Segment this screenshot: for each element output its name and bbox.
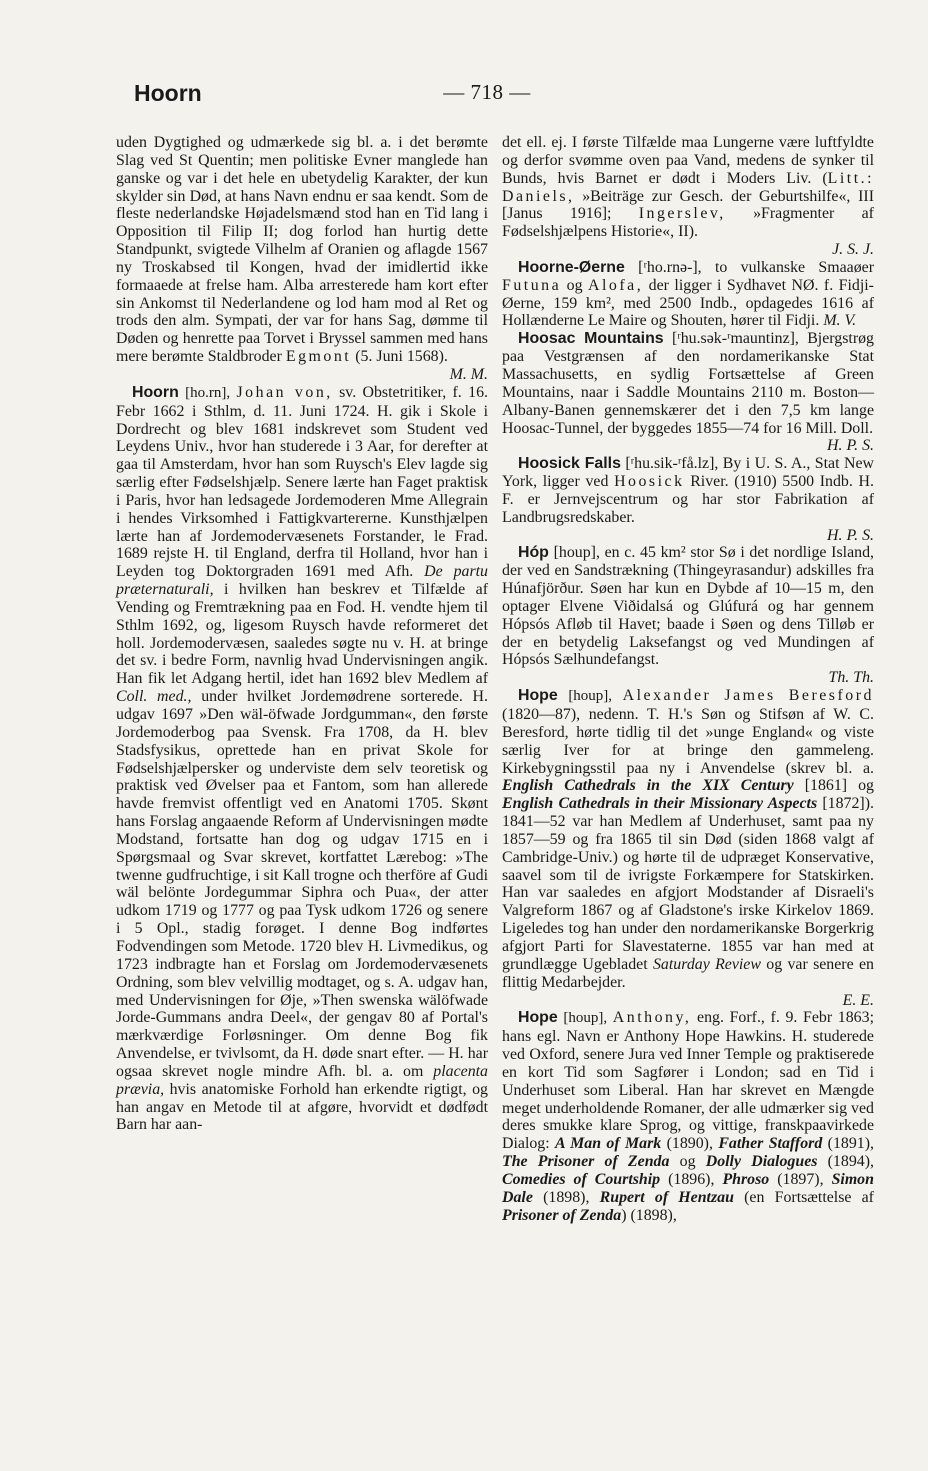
author-signature: J. S. J. xyxy=(832,241,874,259)
work-title: A Man of Mark xyxy=(555,1135,662,1153)
work-title: De partu præternaturali, xyxy=(116,563,488,599)
entry-headword: Hoorne-Øerne xyxy=(518,258,625,276)
work-title: Dolly Dialogues xyxy=(705,1153,818,1171)
work-title: Father Stafford xyxy=(718,1135,823,1153)
pronunciation: [ho.rn], xyxy=(185,384,231,401)
person-name: Egmont xyxy=(285,348,352,366)
work-title: Rupert of Hentzau xyxy=(599,1188,734,1206)
entry-headword: Hope xyxy=(518,1009,558,1027)
place-name: Futuna xyxy=(502,276,562,294)
work-title: placenta prævia, xyxy=(116,1062,488,1098)
work-title: Prisoner of Zenda xyxy=(502,1206,622,1224)
entry-hope-anthony: Hope [houp], Anthony, eng. Forf., f. 9. Febr 1863; hans egl. Navn er Anthony Hope Hawkins. H. studerede ved Oxford, senere Jura ved Inner Temple og praktiserede en kort Tid som Sagfører i London; sad en Tid i Underhuset som Liberal. Han har skrevet en Mængde meget underholdende Romaner, der alle udmærker sig ved deres smukke klare Sprog, og vittige, franskpaavirkede Dialog: A Man of Mark (1890), Father Stafford (1891), The Prisoner of Zenda og Dolly Dialogues (1894), Comedies of Courtship (1896), Phroso (1897), Simon Dale (1898), Rupert of Hentzau (en Fortsættelse af Prisoner of Zenda) (1898), xyxy=(502,1009,874,1224)
work-title: Phroso xyxy=(722,1170,770,1188)
right-column xyxy=(502,134,874,1224)
entry-headword: Hóp xyxy=(518,544,549,562)
work-title: Saturday Review xyxy=(652,955,761,973)
entry-hoorne-oerne: Hoorne-Øerne [ʳho.rnə-], to vulkanske Smaaøer Futuna og Alofa, der ligger i Sydhavet NØ. f. Fidji-Øerne, 159 km², med 2500 Indb., opdagedes 1616 af Hollænderne Le Maire og Shouten, hører til Fidji. M. V. xyxy=(502,258,874,330)
work-title: Simon Dale xyxy=(502,1170,874,1206)
entry-hoosick-falls: Hoosick Falls [ʳhu.sik-ʳfå.lz], By i U. S. A., Stat New York, ligger ved Hoosick River. (1910) 5500 Indb. H. F. er Jernvejscentrum og har stor Fabrikation af Landbrugsredskaber. xyxy=(502,455,874,526)
pronunciation: [houp], xyxy=(568,688,613,705)
author-signature: M. V. xyxy=(823,312,857,330)
running-head-word: Hoorn xyxy=(134,80,202,106)
work-title: English Cathedrals in the XIX Century xyxy=(502,777,794,795)
entry-hoosac-mountains: Hoosac Mountains [ʳhu.sək-ʳmauntinz], Bjergstrøg paa Vestgrænsen af den nordamerikanske Stat Massachusetts, en sydlig Fortsættelse af Green Mountains, naar i Saddle Mountains 2110 m. Boston—Albany-Banen gennemskærer det i den 7,5 km lange Hoosac-Tunnel, der byggedes 1855—74 for 16 Mill. Doll. xyxy=(502,330,875,437)
entry-hop: Hóp [houp], en c. 45 km² stor Sø i det nordlige Island, der ved en Sandstrækning (Thingeyrasandur) adskilles fra Húnafjörður. Søen har kun en Dybde af 10—15 m, den optager Elvene Viðidalsá og Glúfurá og har gennem Hópsós Afløb til Havet; baade i Søen og dens Tilløb er der en betydelig Laksefangst og ved Mundingen af Hópsós Sælhundefangst. xyxy=(502,544,874,669)
entry-headword: Hoosick Falls xyxy=(518,455,621,473)
place-name: Hoosick xyxy=(614,473,685,491)
place-name: Alofa, xyxy=(588,276,644,294)
entry-headword: Hope xyxy=(518,687,558,705)
work-title: Comedies of Courtship xyxy=(502,1170,661,1188)
author-signature: H. P. S. xyxy=(827,437,874,455)
person-name: Johan von, xyxy=(236,383,333,401)
entry-continuation: uden Dygtighed og udmærkede sig bl. a. i det berømte Slag ved St Quentin; men politiske Evner manglede han ganske og var i det hele en ubetydelig Karakter, der kun skylder sin Død, at hans Navn endnu er saa kendt. Som de fleste nederlandske Højadelsmænd stod han en Tid lang i Opposition til Filip II; dog forlod han hurtig dette Standpunkt, svigtede Vilhelm af Oranien og aflagde 1567 ny Troskabsed til Kongen, hvad der imidlertid ikke formaaede at frelse ham. Alba arresterede ham kort efter sin Ankomst til Nederlandene og lod ham mod al Ret og trods den alm. Sympati, der var for hans Sag, dømme til Døden og henrette paa Torvet i Bryssel sammen med hans mere berømte Staldbroder Egmont (5. Juni 1568). xyxy=(116,134,488,366)
person-name: Alexander James Beresford xyxy=(622,687,874,705)
entry-headword: Hoosac Mountains xyxy=(518,330,664,348)
author-signature: Th. Th. xyxy=(828,669,874,687)
author-signature: M. M. xyxy=(449,365,488,383)
pronunciation: [houp], xyxy=(563,1010,608,1027)
author-signature: E. E. xyxy=(842,991,874,1009)
entry-hoorn-johan: Hoorn [ho.rn], Johan von, sv. Obstetritiker, f. 16. Febr 1662 i Sthlm, d. 11. Juni 1724. H. gik i Skole i Dordrecht og blev 1681 indskrevet som Student ved Leydens Univ., hvor han studerede i 3 Aar, for derefter at gaa til Amsterdam, hvor han som Ruysch's Elev lagde sig særlig efter Fødselshjælp. Senere lærte han Faget praktisk i Paris, hvor han ledsagede Jordemoderen Mme Allegrain i hendes Virksomhed i Fattigkvartererne. Kunsthjælpen lærte han af Jordemodervæsenets Forstander, le Frad. 1689 rejste H. til England, derfra til Holland, hvor han i Leyden tog Doktorgraden 1691 med Afh. De partu præternaturali, i hvilken han beskrev et Tilfælde af Vending og Fremtrækning paa en Fod. H. vendte hjem til Sthlm 1692, og, ligesom Ruysch havde reformeret det holl. Jordemodervæsen, saaledes søgte nu v. H. at bringe det sv. i bedre Form, navnlig hvad Undervisningen angik. Han fik let Adgang hertil, idet han 1692 blev Medlem af Coll. med., under hvilket Jordemødrene sorterede. H. udgav 1697 »Den wäl-öfwade Jordgumman«, den første Jordemoderbog paa Svensk. Fra 1708, da H. blev Stadsfysikus, oprettede han en privat Skole for Fødselshjælpersker og underviste dem selv teoretisk og praktisk ved Øvelser paa et Fantom, som han allerede havde fremvist offentligt ved en Anatomi 1705. Skønt hans Forslag angaaende Reform af Undervisningen mødte Modstand, fortsatte han dog og udgav 1715 en i Spørgsmaal og Svar skrevet, kortfattet Lærebog: »The twenne gudfruchtige, i sit Kall trogne och therföre af Gudi wäl belönte Jordegummar Siphra och Pua«, der atter udkom 1719 og 1777 og paa Tysk udkom 1726 og senere i 5 Opl., stadig forøget. I denne Bog indførtes Fodvendingen som Metode. 1720 blev H. Livmedikus, og 1723 indbragte han et Forslag om Jordemodervæsenets Ordning, som blev velvillig modtaget, og s. A. udgav han, med Undervisningen for Øje, »Then swenska wälöfwade Jorde-Gummans andra Deel«, der gengav 80 af Portal's mærkværdige Forløsninger. Om denne Bog fik Anvendelse, er tvivlsomt, da H. døde snart efter. — H. har ogsaa skrevet nogle mindre Afh. bl. a. om placenta prævia, hvis anatomiske Forhold han erkendte rigtigt, og han angav en Metode til at afgøre, hvorvidt et dødfødt Barn har aan- xyxy=(116,383,489,1134)
person-name: Daniels, xyxy=(502,187,575,205)
person-name: Ingerslev, xyxy=(638,205,726,223)
person-name: Anthony, xyxy=(612,1009,692,1027)
left-column xyxy=(116,134,488,1134)
page-number: — 718 — xyxy=(443,80,531,104)
author-signature: H. P. S. xyxy=(827,526,874,544)
work-title: English Cathedrals in their Missionary Aspects xyxy=(502,795,818,813)
entry-continuation: det ell. ej. I første Tilfælde maa Lungerne være luftfyldte og derfor svømme oven paa Vand, medens de synker til Bunds, hvis Barnet er dødt i Moders Liv. (Litt.: Daniels, »Beiträge zur Gesch. der Geburtshilfe«, III [Janus 1916]; Ingerslev, »Fragmenter af Fødselshjælpens Historie«, II). xyxy=(502,134,874,241)
work-title: Coll. med., xyxy=(116,688,192,706)
literature-label: Litt.: xyxy=(827,169,874,187)
entry-hope-alexander: Hope [houp], Alexander James Beresford (1820—87), nedenn. T. H.'s Søn og Stifsøn af W. C. Beresford, hørte tidlig til det »unge England« og viste særlig Iver for at bringe den gammeleng. Kirkebygningsstil paa ny i Anvendelse (skrev bl. a. English Cathedrals in the XIX Century [1861] og English Cathedrals in their Missionary Aspects [1872]). 1841—52 var han Medlem af Underhuset, samt paa ny 1857—59 og fra 1865 til sin Død (siden 1868 valgt af Cambridge-Univ.) og hørte til de udpræget Konservative, saavel som til de ivrigste Forkæmpere for Statskirken. Han var saaledes en afgjort Modstander af Disraeli's Valgreform 1867 og af Gladstone's irske Kirkelov 1869. Ligeledes tog han under den nordamerikanske Borgerkrig afgjort Parti for Slavestaterne. 1855 var han med at grundlægge Ugebladet Saturday Review og var senere en flittig Medarbejder. xyxy=(502,687,874,991)
page-header xyxy=(134,80,840,112)
entry-headword: Hoorn xyxy=(132,383,179,401)
work-title: The Prisoner of Zenda xyxy=(502,1153,670,1171)
